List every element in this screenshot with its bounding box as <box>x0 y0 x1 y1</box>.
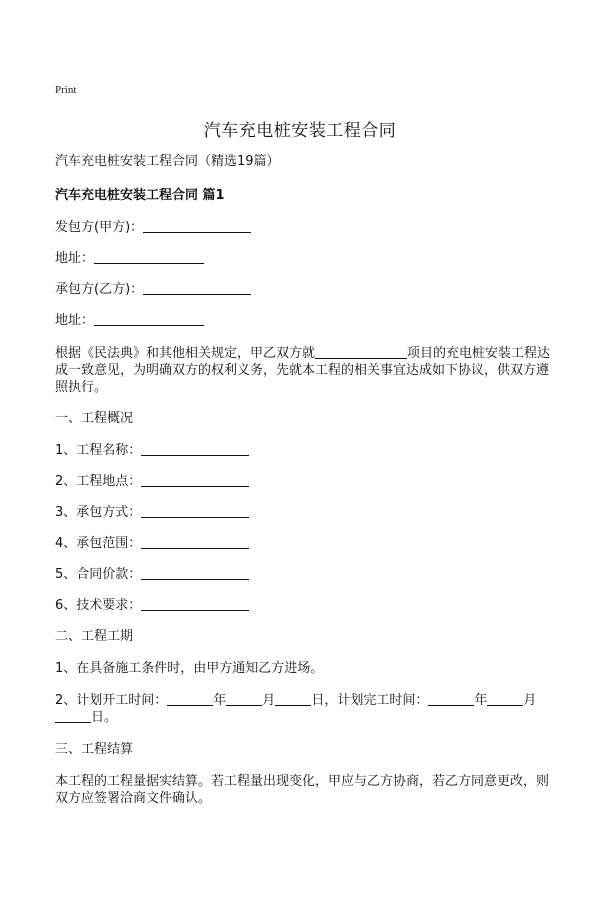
tech-requirements-blank <box>141 597 249 611</box>
item-contract-method <box>55 504 249 521</box>
contract-price-blank <box>141 566 249 580</box>
document-subtitle: 汽车充电桩安装工程合同（精选19篇） <box>55 154 280 169</box>
intro-paragraph <box>55 345 555 396</box>
start-time-label: 2、计划开工时间： <box>55 693 168 708</box>
end-day-unit: 日。 <box>91 710 118 725</box>
project-location-blank <box>141 473 249 487</box>
employer-address-label: 地址： <box>55 251 95 266</box>
end-time-label: 日，计划完工时间： <box>311 693 429 708</box>
contractor-label: 承包方(乙方)： <box>55 282 144 297</box>
item-contract-price <box>55 566 249 583</box>
section3-heading: 三、工程结算 <box>55 742 134 757</box>
item-contract-scope <box>55 535 249 552</box>
contract-price-label: 5、合同价款： <box>55 567 142 582</box>
contract-method-blank <box>141 504 249 518</box>
settlement-paragraph: 本工程的工程量据实结算。若工程量出现变化，甲应与乙方协商，若乙方同意更改，则双方应签署洽商文件确认。 <box>55 774 550 806</box>
contractor-line <box>55 281 251 298</box>
end-day-blank <box>55 709 91 723</box>
end-year-unit: 年 <box>474 693 488 708</box>
item-project-location <box>55 473 249 490</box>
start-day-blank <box>275 692 311 706</box>
schedule-item2 <box>55 692 555 726</box>
section1-heading: 一、工程概况 <box>55 411 134 426</box>
employer-address-line <box>55 250 204 267</box>
section-heading: 汽车充电桩安装工程合同 篇1 <box>55 188 225 203</box>
tech-requirements-label: 6、技术要求： <box>55 598 142 613</box>
contractor-blank <box>143 281 251 295</box>
item-project-name <box>55 442 249 459</box>
employer-label: 发包方(甲方)： <box>55 220 144 235</box>
employer-address-blank <box>94 250 204 264</box>
start-month-unit: 月 <box>262 693 276 708</box>
end-month-blank <box>487 692 523 706</box>
start-year-blank <box>167 692 213 706</box>
start-month-blank <box>226 692 262 706</box>
contractor-address-line <box>55 312 204 329</box>
contract-method-label: 3、承包方式： <box>55 505 142 520</box>
contract-scope-blank <box>141 535 249 549</box>
start-year-unit: 年 <box>213 693 227 708</box>
contract-scope-label: 4、承包范围： <box>55 536 142 551</box>
contractor-address-blank <box>94 312 204 326</box>
employer-line <box>55 219 251 236</box>
project-name-blank <box>315 345 407 359</box>
end-year-blank <box>428 692 474 706</box>
project-name-field-blank <box>141 442 249 456</box>
intro-part2: 项目的充电桩安装工程达成一致意见，为明确双方的权利义务，先就本工程的相关事宜达成如下协议，供双方遵照执行。 <box>55 346 551 395</box>
intro-part1: 根据《民法典》和其他相关规定，甲乙双方就 <box>55 346 316 361</box>
section2-heading: 二、工程工期 <box>55 629 134 644</box>
end-month-unit: 月 <box>523 693 537 708</box>
item-tech-requirements <box>55 597 249 614</box>
document-title: 汽车充电桩安装工程合同 <box>203 121 397 141</box>
project-location-label: 2、工程地点： <box>55 474 142 489</box>
contractor-address-label: 地址： <box>55 313 95 328</box>
schedule-item1: 1、在具备施工条件时，由甲方通知乙方进场。 <box>55 661 324 676</box>
project-name-label: 1、工程名称： <box>55 443 142 458</box>
employer-blank <box>143 219 251 233</box>
print-label: Print <box>55 84 77 96</box>
